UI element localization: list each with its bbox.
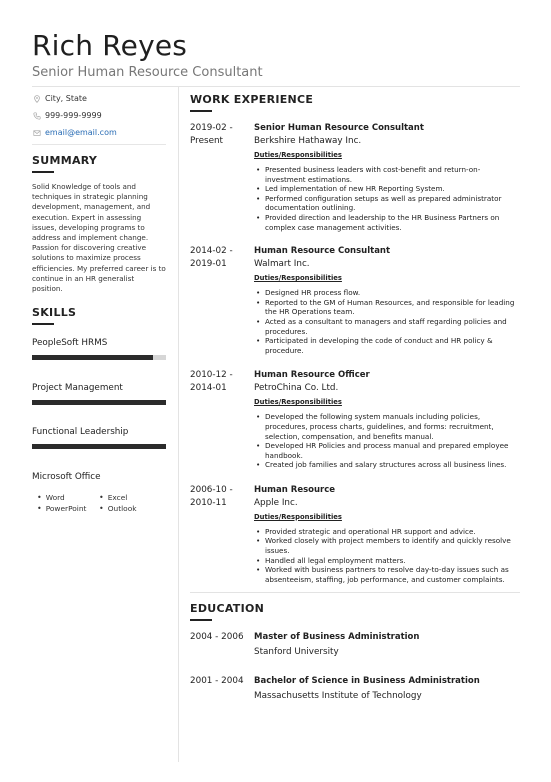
job-date-start: 2006-10 -	[190, 484, 233, 495]
skill-level-bar	[32, 355, 166, 360]
header-divider	[32, 86, 520, 87]
list-item: • Handled all legal employment matters.	[264, 556, 520, 566]
list-item: • Created job families and salary structures across all business lines.	[264, 460, 520, 470]
job-entry	[190, 245, 520, 355]
list-item: • Developed the following system manuals including policies, procedures, process charts, guidelines, and forms: recruitment, selection, compensation, and benefits manual.	[264, 412, 520, 441]
work-experience-heading: WORK EXPERIENCE	[190, 93, 314, 106]
skill-level-bar	[32, 400, 166, 405]
skill-name: Project Management	[32, 383, 123, 394]
list-item: • Provided strategic and operational HR support and advice.	[264, 527, 520, 537]
skill-item	[32, 382, 166, 405]
skill-level-fill	[32, 355, 153, 360]
location-text: City, State	[45, 94, 87, 103]
job-title: Senior Human Resource Consultant	[254, 123, 424, 133]
summary-text: Solid Knowledge of tools and techniques in strategic planning development, management, and execution. Expert in assessing issues, developing programs to address and implement change. Passion for discovering creative solutions to maximize process efficiencies. My preferred career is to continue in an HR generalist position.	[32, 182, 166, 294]
candidate-name: Rich Reyes	[32, 29, 188, 62]
resume-header	[32, 28, 521, 82]
list-item: • Led implementation of new HR Reporting System.	[264, 184, 520, 194]
list-item: • Worked with business partners to resolve day-to-day issues such as absenteeism, staffing, job performance, and customer complaints.	[264, 565, 520, 584]
location-pin-icon	[32, 94, 41, 103]
education-degree: Master of Business Administration	[254, 632, 420, 643]
job-dates	[190, 484, 254, 585]
job-company: Berkshire Hathaway Inc.	[254, 136, 362, 146]
work-experience-heading-underline	[190, 110, 212, 112]
sidebar-divider	[32, 144, 166, 145]
list-item: • Reported to the GM of Human Resources, and responsible for leading the HR Operations team.	[264, 298, 520, 317]
job-details	[254, 369, 520, 470]
list-item: • Developed HR Policies and process manual and prepared employee handbook.	[264, 441, 520, 460]
list-item: • Presented business leaders with cost-benefit and return-on-investment estimations.	[264, 165, 520, 184]
education-heading: EDUCATION	[190, 602, 265, 616]
job-date-end: 2019-01	[190, 259, 227, 270]
list-item: • Participated in developing the code of conduct and HR policy & procedure.	[264, 336, 520, 355]
job-entry	[190, 484, 520, 585]
education-heading-underline	[190, 619, 212, 621]
education-dates: 2004 - 2006	[190, 632, 244, 643]
duties-label: Duties/Responsibilities	[254, 151, 342, 159]
job-bullets	[254, 288, 520, 355]
job-company: Apple Inc.	[254, 497, 298, 508]
list-item: • Performed configuration setups as well as prepared administrator documentation outlining.	[264, 194, 520, 213]
contact-phone	[32, 110, 166, 121]
job-dates	[190, 369, 254, 470]
office-app-item: • Excel	[94, 493, 164, 503]
sidebar	[32, 93, 166, 513]
education-entry	[190, 675, 520, 703]
section-divider	[190, 592, 520, 593]
list-item: • Designed HR process flow.	[264, 288, 520, 298]
job-entry	[190, 369, 520, 470]
education-details	[254, 631, 419, 659]
list-item: • Provided direction and leadership to the HR Business Partners on complex case management activities.	[264, 213, 520, 232]
contact-location	[32, 93, 166, 104]
job-date-end: 2014-01	[190, 383, 227, 394]
job-details	[254, 122, 520, 232]
job-title: Human Resource Officer	[254, 370, 370, 381]
office-app-item: • Outlook	[94, 504, 164, 514]
column-divider	[178, 87, 179, 762]
skill-level-bar	[32, 444, 166, 449]
list-item: • Worked closely with project members to identify and quickly resolve issues.	[264, 536, 520, 555]
contact-email	[32, 127, 166, 138]
duties-label: Duties/Responsibilities	[254, 274, 342, 283]
job-bullets	[254, 165, 520, 232]
skill-item	[32, 426, 166, 449]
skill-item	[32, 337, 166, 360]
skill-level-fill	[32, 444, 166, 449]
phone-icon	[32, 111, 41, 120]
summary-heading-underline	[32, 171, 54, 173]
office-app-item: • Word	[32, 493, 94, 503]
envelope-icon	[32, 128, 41, 137]
office-apps-list	[32, 493, 166, 513]
job-date-end: 2010-11	[190, 497, 227, 508]
skill-level-fill	[32, 400, 166, 405]
job-title: Human Resource Consultant	[254, 246, 391, 257]
office-app-item: • PowerPoint	[32, 504, 94, 514]
education-dates: 2001 - 2004	[190, 676, 244, 687]
phone-text: 999-999-9999	[45, 111, 102, 120]
job-date-start: 2014-02 -	[190, 246, 233, 257]
candidate-title: Senior Human Resource Consultant	[32, 65, 263, 80]
skill-name: Functional Leadership	[32, 427, 129, 438]
education-school: Massachusetts Institute of Technology	[254, 691, 422, 702]
job-company: PetroChina Co. Ltd.	[254, 383, 339, 394]
job-dates	[190, 122, 254, 232]
education-degree: Bachelor of Science in Business Administration	[254, 676, 480, 687]
job-bullets	[254, 527, 520, 585]
job-details	[254, 245, 520, 355]
education-details	[254, 675, 480, 703]
duties-label: Duties/Responsibilities	[254, 398, 342, 407]
skill-item	[32, 471, 166, 483]
job-entry	[190, 122, 520, 232]
job-details	[254, 484, 520, 585]
job-date-start: 2010-12 -	[190, 370, 233, 381]
skill-name: PeopleSoft HRMS	[32, 338, 108, 349]
job-date-start: 2019-02 -	[190, 123, 233, 133]
education-entry	[190, 631, 520, 659]
skill-name: Microsoft Office	[32, 472, 101, 483]
contact-info	[32, 93, 166, 138]
job-dates	[190, 245, 254, 355]
summary-heading: SUMMARY	[32, 154, 98, 167]
list-item: • Acted as a consultant to managers and staff regarding policies and procedures.	[264, 317, 520, 336]
skills-heading: SKILLS	[32, 306, 77, 320]
duties-label: Duties/Responsibilities	[254, 512, 342, 521]
email-link[interactable]: email@email.com	[45, 128, 117, 137]
skills-heading-underline	[32, 323, 54, 325]
main-column	[190, 93, 520, 703]
job-bullets	[254, 412, 520, 470]
education-school: Stanford University	[254, 647, 339, 658]
job-company: Walmart Inc.	[254, 259, 310, 270]
job-title: Human Resource	[254, 484, 336, 495]
job-date-end: Present	[190, 136, 224, 146]
